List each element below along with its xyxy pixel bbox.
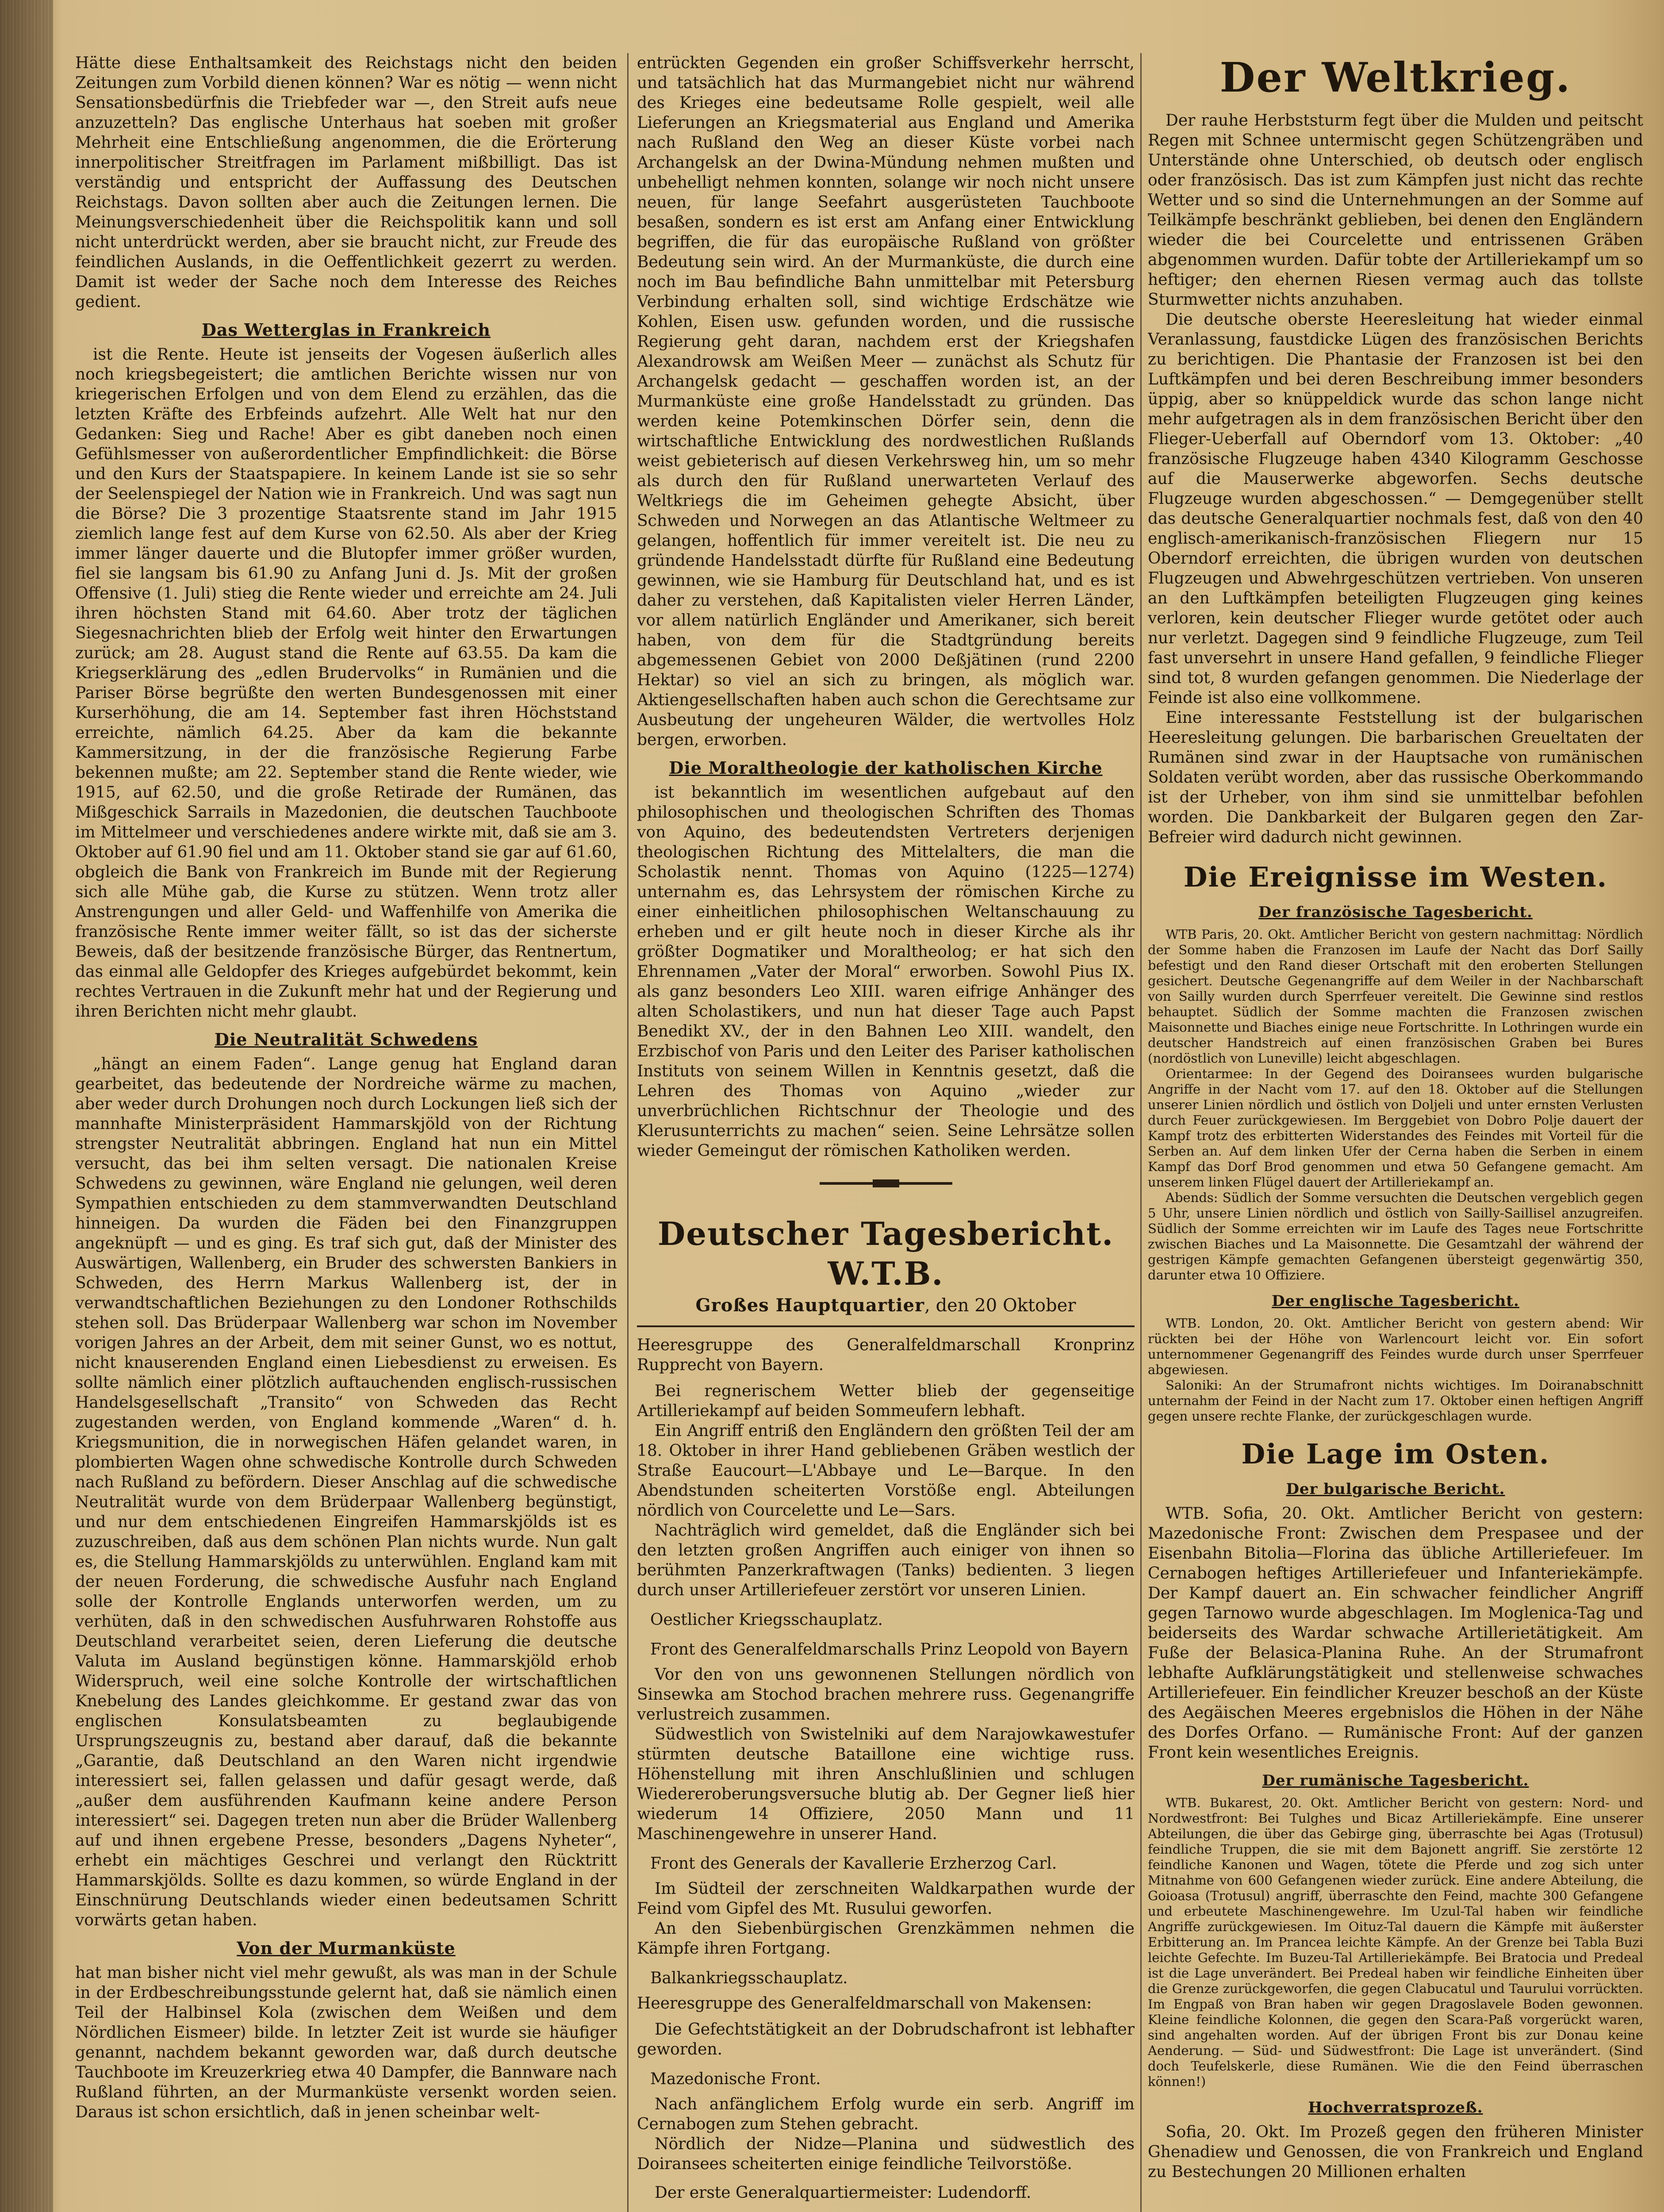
report-orientarmee: Orientarmee: In der Gegend des Doiransees wurden bulgarische Angriffe in der Nacht vom 17. auf den 18. Oktober auf die Stellungen unserer Linien nördlich und östlich von Doljeli und unter ernsten Verlusten durch Feuer zurückgewiesen. Im Berggebiet von Dobro Polje dauert der Kampf trotz des erbitterten Widerstandes des Feindes mit Vorteil für die Serben an. Auf dem linken Ufer der Cerna haben die Serben in einem Kampf das Dorf Brod genommen und etwa 50 Gefangene gemacht. Am unserem linken Flügel dauert der Artilleriekampf an.	[1148, 1066, 1643, 1190]
article-neutralitaet: „hängt an einem Faden“. Lange genug hat England daran gearbeitet, das bedeutende der Nordreiche wärme zu machen, aber weder durch Drohungen noch durch Lockungen ließ sich der mannhafte Ministerpräsident Hammarskjöld von der Richtung strengster Neutralität abbringen. England hat nun ein Mittel versucht, das bei ihm selten versagt. Die nationalen Kreise Schwedens zu gewinnen, wäre England nie gelungen, weil deren Sympathien entschieden zu dem stammverwandten Deutschland hinneigen. Da wurden die Fäden bei den Finanzgruppen angeknüpft — und es ging. Es traf sich gut, daß der Minister des Auswärtigen, Wallenberg, ein Bruder des schwersten Bankiers in Schweden, des Herrn Markus Wallenberg ist, der in verwandtschaftlichen Beziehungen zu den Londoner Rothschilds stehen soll. Das Brüderpaar Wallenberg war schon im November vorigen Jahres an der Arbeit, dem mit seiner Gunst, wo es nottut, nicht knauserenden England einen Liebesdienst zu erweisen. Es sollte nämlich einer plötzlich auftauchenden englisch-russischen Handelsgesellschaft „Transito“ von Schweden das Recht zugestanden werden, von England kommende „Waren“ d. h. Kriegsmunition, die in norwegischen Häfen gelandet waren, in plombierten Wagen ohne schwedische Kontrolle durch Schweden nach Rußland zu befördern. Dieser Anschlag auf die schwedische Neutralität wurde von dem Brüderpaar Wallenberg begünstigt, und nur dem entschiedenen Eingreifen Hammarskjölds ist es zuzuschreiben, daß aus dem schönen Plan nichts wurde. Nun galt es, die Stellung Hammarskjölds zu unterwühlen. England kam mit der neuen Forderung, die schwedische Ausfuhr nach England solle der Kontrolle Englands unterworfen werden, um zu verhüten, daß in den schwedischen Ausfuhrwaren Rohstoffe aus Deutschland verarbeitet seien, deren Lieferung die deutsche Valuta im Ausland begünstigen könne. Hammarskjöld erhob Widerspruch, weil eine solche Kontrolle der wirtschaftlichen Knebelung des Landes gleichkomme. Er gestand zwar das von englischen Konsulatsbeamten zu beglaubigende Ursprungszeugnis zu, bestand aber darauf, daß die bekannte „Garantie, daß Deutschland an den Waren nicht irgendwie interessiert sei, fallen gelassen und dafür gesagt werde, daß „außer dem ausführenden Kaufmann keine andere Person interessiert“ sei. Dagegen treten nun aber die Brüder Wallenberg auf und ihnen ergebene Presse, besonders „Dagens Nyheter“, erhebt ein mächtiges Geschrei und verlangt den Rücktritt Hammarskjölds. Sollte es dazu kommen, so würde England in der Einschnürung Deutschlands wieder einen bedeutsamen Schritt vorwärts getan haben.	[75, 1055, 617, 1929]
heading-moraltheologie: Die Moraltheologie der katholischen Kirche	[669, 758, 1103, 778]
heading-hochverratsprozess: Hochverratsprozeß.	[1308, 2099, 1483, 2116]
article-weltkrieg-3: Eine interessante Feststellung ist der bulgarischen Heeresleitung gelungen. Die barbarischen Greueltaten der Rumänen sind zwar in der Hauptsache von rumänischen Soldaten verübt worden, aber das russische Oberkommando ist der Urheber, von ihm sind sie unmittelbar befohlen worden. Die Dankbarkeit der Bulgaren gegen den Zar-Befreier wird dadurch nicht gewinnen.	[1148, 709, 1643, 846]
heading-lage-osten: Die Lage im Osten.	[1241, 1438, 1550, 1470]
heading-murmankueste: Von der Murmanküste	[237, 1938, 456, 1958]
tb-waldkarpathen: Im Südteil der zerschneiten Waldkarpathen wurde der Feind vom Gipfel des Mt. Rusului geworfen.	[637, 1880, 1135, 1918]
tagesbericht-date: , den 20 Oktober	[924, 1295, 1076, 1316]
heading-bulgarischer-bericht: Der bulgarische Bericht.	[1286, 1480, 1505, 1498]
tb-wetter: Bei regnerischem Wetter blieb der gegenseitige Artilleriekampf auf beiden Sommeufern lebhaft.	[637, 1382, 1135, 1420]
report-sofia: WTB. Sofia, 20. Okt. Amtlicher Bericht von gestern: Mazedonische Front: Zwischen dem Prespasee und der Eisenbahn Bitolia—Florina das übliche Artilleriefeuer. Im Cernabogen heftiges Artilleriefeuer und Infanteriekämpfe. Der Kampf dauert an. Ein schwacher feindlicher Angriff gegen Tarnowo wurde abgeschlagen. Im Moglenica-Tag und beiderseits des Wardar schwache Artillerietätigkeit. Am Fuße der Belasica-Planina Ruhe. An der Strumafront lebhafte Aufklärungstätigkeit und stellenweise schwaches Artilleriefeuer. Ein feindlicher Kreuzer beschoß an der Küste des Aegäischen Meeres ergebnislos die Höhen in der Nähe des Dorfes Orfano. — Rumänische Front: Auf der ganzen Front kein wesentliches Ereignis.	[1148, 1505, 1643, 1762]
article-wetterglas: ist die Rente. Heute ist jenseits der Vogesen äußerlich alles noch kriegsbegeistert; die amtlichen Berichte wissen nur von kriegerischen Erfolgen und von dem Elend zu erzählen, das die letzten Kräfte des Erbfeinds aufzehrt. Alle Welt hat nur den Gedanken: Sieg und Rache! Aber es gibt daneben noch einen Gefühlsmesser von außerordentlicher Empfindlichkeit: die Börse und den Kurs der Staatspapiere. In keinem Lande ist sie so sehr der Seelenspiegel der Nation wie in Frankreich. Und was sagt nun die Börse? Die 3 prozentige Staatsrente stand im Jahr 1915 ziemlich lange fest auf dem Kurse von 62.50. Als aber der Krieg immer länger dauerte und die Blutopfer immer größer wurden, fiel sie langsam bis 61.90 zu Anfang Juni d. Js. Mit der großen Offensive (1. Juli) stieg die Rente wieder und erreichte am 24. Juli ihren höchsten Stand mit 64.60. Aber trotz der täglichen Siegesnachrichten blieb der Erfolg weit hinter den Erwartungen zurück; am 28. August stand die Rente auf 63.55. Da kam die Kriegserklärung des „edlen Brudervolks“ in Rumänien und die Pariser Börse begrüßte den werten Bundesgenossen mit einer Kurserhöhung, die am 14. September fast ihren Höchststand erreichte, nämlich 64.25. Aber da kam die bekannte Kammersitzung, in der die französische Regierung Farbe bekennen mußte; am 22. September stand die Rente wieder, wie 1915, auf 62.50, und die große Retirade der Rumänen, das Mißgeschick Sarrails in Mazedonien, die deutschen Tauchboote im Mittelmeer und verschiedenes andere wirkte mit, daß sie am 3. Oktober auf 61.90 fiel und am 11. Oktober stand sie gar auf 61.60, obgleich die Bank von Frankreich im Bunde mit der Regierung sich alle Mühe gab, die Kurse zu stützen. Wenn trotz aller Anstrengungen und aller Geld- und Waffenhilfe von Amerika die französische Rente immer weiter fällt, so ist das der sicherste Beweis, daß der besitzende französische Bürger, das Rentnertum, das einmal alle Geldopfer des Krieges aufgebürdet bekommt, kein rechtes Vertrauen in die Zukunft mehr hat und der Regierung und ihren Berichten nicht mehr glaubt.	[75, 346, 617, 1021]
article-murmankueste-start: hat man bisher nicht viel mehr gewußt, als was man in der Schule in der Erdbeschreibungsstunde gelernt hat, daß sie nämlich einen Teil der Halbinsel Kola (zwischen dem Weißen und dem Nördlichen Eismeer) bilde. In letzter Zeit ist wurde sie häufiger genannt, nachdem bekannt geworden war, daß durch deutsche Tauchboote im Kreuzerkrieg etwa 40 Dampfer, die Bannware nach Rußland führten, an der Murmanküste versenkt worden seien. Daraus ist schon ersichtlich, daß in jenen scheinbar welt-	[75, 1964, 617, 2121]
heading-englischer-bericht: Der englische Tagesbericht.	[1272, 1292, 1519, 1310]
tb-angriff: Ein Angriff entriß den Engländern den größten Teil der am 18. Oktober in ihrer Hand gebliebenen Gräben westlich der Straße Eaucourt—L'Abbaye und Le—Barque. In den Abendstunden scheiterten Vorstöße engl. Abteilungen nördlich von Courcelette und Le—Sars.	[637, 1422, 1135, 1520]
title-weltkrieg: Der Weltkrieg.	[1219, 54, 1572, 101]
heading-ereignisse-westen: Die Ereignisse im Westen.	[1183, 861, 1608, 893]
tagesbericht-title: Deutscher Tagesbericht. W.T.B.	[657, 1215, 1114, 1292]
article-moraltheologie: ist bekanntlich im wesentlichen aufgebaut auf den philosophischen und theologischen Schriften des Thomas von Aquino, des bedeutendsten Vertreters derjenigen theologischen Richtung des Mittelalters, die man die Scholastik nennt. Thomas von Aquino (1225—1274) unternahm es, das Lehrsystem der römischen Kirche zu einer einheitlichen philosophischen Weltanschauung zu erheben und er gilt heute noch in dieser Kirche als ihr größter Dogmatiker und Moraltheolog; er hat sich den Ehrennamen „Vater der Moral“ erworben. Sowohl Pius IX. als ganz besonders Leo XIII. waren eifrige Anhänger des alten Scholastikers, und nun hat dieser Tage auch Papst Benedikt XV., der in den Bahnen Leo XIII. wandelt, den Erzbischof von Paris und den Leiter des Pariser katholischen Instituts von seinem Willen in Kenntnis gesetzt, daß die Lehren des Thomas von Aquino „wieder zur unverbrüchlichen Richtschnur der Theologie und des Klerusunterrichts zu machen“ seien. Seine Lehrsätze sollen wieder Gemeingut der römischen Katholiken werden.	[637, 783, 1135, 1160]
article-hochverratsprozess: Sofia, 20. Okt. Im Prozeß gegen den früheren Minister Ghenadiew und Genossen, die von Frankreich und England zu Bestechungen 20 Millionen erhalten	[1148, 2123, 1643, 2181]
column-left	[75, 53, 617, 2212]
ornament-rule-icon	[820, 1178, 952, 1189]
report-paris: WTB Paris, 20. Okt. Amtlicher Bericht von gestern nachmittag: Nördlich der Somme haben die Franzosen im Laufe der Nacht das Dorf Sailly befestigt und den Rand dieser Ortschaft mit den eroberten Stellungen gesichert. Deutsche Gegenangriffe auf dem Weiler in der Nachbarschaft von Sailly wurden durch Sperrfeuer vereitelt. Die Gewinne sind restlos behauptet. Südlich der Somme machten die Franzosen zwischen Maisonnette und Biaches einige neue Fortschritte. In Lothringen wurde ein deutscher Handstreich auf einen französischen Graben bei Bures (nordöstlich von Luneville) leicht abgeschlagen.	[1148, 927, 1643, 1066]
tb-dobrudscha: Die Gefechtstätigkeit an der Dobrudschafront ist lebhafter geworden.	[637, 2020, 1135, 2058]
heading-neutralitaet: Die Neutralität Schwedens	[214, 1029, 478, 1049]
tagesbericht-dateline	[637, 1294, 1135, 1317]
column-right	[1148, 53, 1643, 2212]
tb-doiransee: Nördlich der Nidze—Planina und südwestlich des Doiransees scheiterten einige feindliche Teilvorstöße.	[637, 2135, 1135, 2173]
ornament-divider	[637, 1170, 1135, 1196]
tb-swistelniki: Südwestlich von Swistelniki auf dem Narajowkawestufer stürmten deutsche Bataillone eine wichtige russ. Höhenstellung mit ihren Anschlußlinien und schlugen Wiedereroberungsversuche blutig ab. Der Gegner ließ hier wiederum 14 Offiziere, 2050 Mann und 11 Maschinengewehre in unserer Hand.	[637, 1725, 1135, 1843]
tb-siebenbuergen: An den Siebenbürgischen Grenzkämmen nehmen die Kämpfe ihren Fortgang.	[637, 1920, 1135, 1958]
report-abends: Abends: Südlich der Somme versuchten die Deutschen vergeblich gegen 5 Uhr, unsere Linien nördlich und östlich von Sailly-Saillisel anzugreifen. Südlich der Somme erreichten wir im Laufe des Tages neue Fortschritte zwischen Biaches und La Maisonnette. Die Gesamtzahl der während der gestrigen Kämpfe gemachten Gefangenen übersteigt gegenwärtig 350, darunter etwa 10 Offiziere.	[1148, 1190, 1643, 1283]
tagesbericht-rule	[637, 1325, 1135, 1327]
report-saloniki: Saloniki: An der Strumafront nichts wichtiges. Im Doiranabschnitt unternahm der Feind in der Nacht zum 17. Oktober einen heftigen Angriff gegen unsere rechte Flanke, der zurückgeschlagen wurde.	[1148, 1378, 1643, 1424]
tagesbericht-hq: Großes Hauptquartier	[695, 1295, 925, 1316]
tb-mazedonische-front: Mazedonische Front.	[650, 2070, 821, 2088]
article-weltkrieg-2: Die deutsche oberste Heeresleitung hat wieder einmal Veranlassung, faustdicke Lügen des französischen Berichts zu berichtigen. Die Phantasie der Franzosen ist bei den Luftkämpfen und bei deren Beschreibung immer besonders üppig, aber so knüppeldick wurde das schon lange nicht mehr aufgetragen als in dem französischen Bericht über den Flieger-Ueberfall auf Oberndorf vom 13. Oktober: „40 französische Flugzeuge haben 4340 Kilogramm Geschosse auf die Mauserwerke abgeworfen. Sechs deutsche Flugzeuge wurden abgeschossen.“ — Demgegenüber stellt das deutsche Generalquartier nochmals fest, daß von den 40 englisch-amerikanisch-französischen Fliegern nur 15 Oberndorf erreichten, die übrigen wurden von deutschen Flugzeugen und Abwehrgeschützen vertrieben. Von unseren an den Luftkämpfen beteiligten Flugzeugen ging keines verloren, kein deutscher Flieger wurde getötet oder auch nur verletzt. Dagegen sind 9 feindliche Flugzeuge, zum Teil fast unversehrt in unsere Hand gefallen, 9 feindliche Flieger sind tot, 8 wurden gefangen genommen. Die Niederlage der Feinde ist also eine vollkommene.	[1148, 311, 1643, 707]
column-rule-right	[1140, 53, 1142, 2212]
tb-signature: Der erste Generalquartiermeister: Ludendorff.	[655, 2184, 1031, 2202]
article-murmankueste-cont: entrückten Gegenden ein großer Schiffsverkehr herrscht, und tatsächlich hat das Murmangebiet nicht nur während des Krieges eine bedeutsame Rolle gespielt, weil alle Lieferungen an Kriegsmaterial aus England und Amerika nach Rußland den Weg an dieser Küste vorbei nach Archangelsk an der Dwina-Mündung nehmen mußten und unbehelligt nehmen konnten, solange wir noch nicht unsere neuen, für lange Seefahrt ausgerüsteten Tauchboote besaßen, sondern es ist erst am Anfang einer Entwicklung begriffen, die für das europäische Rußland von größter Bedeutung sein wird. An der Murmanküste, die durch eine noch im Bau befindliche Bahn unmittelbar mit Petersburg Verbindung erhalten soll, sind wichtige Erdschätze wie Kohlen, Eisen usw. gefunden worden, und die russische Regierung geht daran, nachdem erst der Kriegshafen Alexandrowsk am Weißen Meer — zunächst als Schutz für Archangelsk gedacht — geschaffen worden ist, an der Murmanküste eine große Handelsstadt zu gründen. Das werden keine Potemkinschen Dörfer sein, denn die wirtschaftliche Entwicklung des nordwestlichen Rußlands weist gebieterisch auf diesen Verkehrsweg hin, um so mehr als durch den für Rußland unerwarteten Verlauf des Weltkriegs die im Geheimen gehegte Absicht, über Schweden und Norwegen an das Atlantische Weltmeer zu gelangen, hoffentlich für immer vereitelt ist. Die neu zu gründende Handelsstadt dürfte für Rußland eine Bedeutung gewinnen, wie sie Hamburg für Deutschland hat, und es ist daher zu verstehen, daß Kapitalisten vieler Herren Länder, vor allem natürlich Engländer und Amerikaner, sich bereit haben, von dem für die Stadtgründung bereits abgemessenen Gebiet von 2000 Deßjätinen (rund 2200 Hektar) so viel an sich zu bringen, als möglich war. Aktiengesellschaften haben auch schon die Gerechtsame zur Ausbeutung der ungeheuren Wälder, die wertvolles Holz bergen, erworben.	[637, 54, 1135, 749]
tb-stochod: Vor den von uns gewonnenen Stellungen nördlich von Sinsewka am Stochod brachen mehrere russ. Gegenangriffe verlustreich zusammen.	[637, 1666, 1135, 1724]
tb-oestlicher-kriegsschauplatz: Oestlicher Kriegsschauplatz.	[650, 1611, 883, 1629]
heading-franzoesischer-bericht: Der französische Tagesbericht.	[1258, 903, 1533, 921]
tb-heeresgruppe-rupprecht: Heeresgruppe des Generalfeldmarschall Kronprinz Rupprecht von Bayern.	[637, 1336, 1135, 1374]
report-london: WTB. London, 20. Okt. Amtlicher Bericht von gestern abend: Wir rückten bei der Höhe von Warlencourt leicht vor. Ein sofort unternommener Gegenangriff des Feindes wurde durch unser Sperrfeuer abgewiesen.	[1148, 1316, 1643, 1377]
tb-front-leopold: Front des Generalfeldmarschalls Prinz Leopold von Bayern	[650, 1640, 1128, 1659]
tb-tanks: Nachträglich wird gemeldet, daß die Engländer sich bei den letzten großen Angriffen auch einiger von ihnen so berühmten Panzerkraftwagen (Tanks) bedienten. 3 liegen durch unser Artilleriefeuer zerstört vor unseren Linien.	[637, 1521, 1135, 1599]
article-reichstag-end: Hätte diese Enthaltsamkeit des Reichstags nicht den beiden Zeitungen zum Vorbild dienen können? War es nötig — wenn nicht Sensationsbedürfnis die Triebfeder war —, den Streit aufs neue anzuzetteln? Das englische Unterhaus hat soeben mit großer Mehrheit eine Entschließung angenommen, die die Erörterung innerpolitischer Streitfragen im Parlament mißbilligt. Das ist verständig und entspricht der Auffassung des Deutschen Reichstags. Davon sollten aber auch die Zeitungen lernen. Die Meinungsverschiedenheit über die Reichspolitik kann und soll nicht unterdrückt werden, aber sie braucht nicht, zur Freude des feindlichen Auslands, in die Oeffentlichkeit gezerrt zu werden. Damit ist weder der Sache noch dem Interesse des Reiches gedient.	[75, 54, 617, 311]
book-binding	[0, 0, 53, 2212]
heading-rumaenischer-bericht: Der rumänische Tagesbericht.	[1262, 1772, 1529, 1790]
report-bukarest: WTB. Bukarest, 20. Okt. Amtlicher Bericht von gestern: Nord- und Nordwestfront: Bei Tulghes und Bicaz Artilleriekämpfe. Eine unserer Abteilungen, die über das Gebirge ging, überraschte bei Agas (Trotusul) feindliche Truppen, die sie mit dem Bajonett angriff. Sie zerstörte 12 feindliche Kanonen und Wagen, tötete die Pferde und zog sich unter Mitnahme von 600 Gefangenen wieder zurück. Eine andere Abteilung, die Goioasa (Trotusul) angriff, überraschte den Feind, machte 300 Gefangene und erbeutete Maschinengewehre. Im Uzul-Tal haben wir feindliche Angriffe zurückgewiesen. Im Oituz-Tal dauern die Kämpfe mit äußerster Erbitterung an. Im Prancea leichte Kämpfe. An der Grenze bei Tabla Buzi leichte Gefechte. Im Buzeu-Tal Artilleriekämpfe. Bei Bratocia und Predeal ist die Lage unverändert. Bei Predeal haben wir feindliche Einheiten über die Grenze zurückgeworfen, die gegen Clabucatul und Taurului vorrückten. Im Engpaß von Bran haben wir gegen Dragoslavele Boden gewonnen. Kleine feindliche Kolonnen, die gegen den Scara-Paß vorgerückt waren, sind angehalten worden. Auf der übrigen Front bis zur Donau keine Aenderung. — Süd- und Südwestfront: Die Lage ist unverändert. (Sind doch Teufelskerle, diese Rumänen. Wie die den Feind überraschen können!)	[1148, 1795, 1643, 2089]
tb-cernabogen: Nach anfänglichem Erfolg wurde ein serb. Angriff im Cernabogen zum Stehen gebracht.	[637, 2095, 1135, 2133]
tb-front-carl: Front des Generals der Kavallerie Erzherzog Carl.	[650, 1855, 1057, 1873]
heading-wetterglas: Das Wetterglas in Frankreich	[201, 320, 491, 340]
article-weltkrieg-1: Der rauhe Herbststurm fegt über die Mulden und peitscht Regen mit Schnee untermischt gegen Schützengräben und Unterstände ohne Unterschied, ob deutsch oder englisch oder französisch. Das ist zum Kämpfen just nicht das rechte Wetter und so sind die Unternehmungen an der Somme auf Teilkämpfe beschränkt geblieben, bei denen den Engländern wieder die bei Courcelette und entrissenen Gräben abgenommen wurden. Dafür tobte der Artilleriekampf um so heftiger; den ehernen Riesen vermag auch das tollste Sturmwetter nichts anzuhaben.	[1148, 111, 1643, 309]
column-rule-left	[627, 53, 629, 2212]
tb-heeresgruppe-makensen: Heeresgruppe des Generalfeldmarschall von Makensen:	[637, 1994, 1092, 2012]
column-middle	[637, 53, 1135, 2212]
tb-balkankriegsschauplatz: Balkankriegsschauplatz.	[650, 1969, 848, 1987]
